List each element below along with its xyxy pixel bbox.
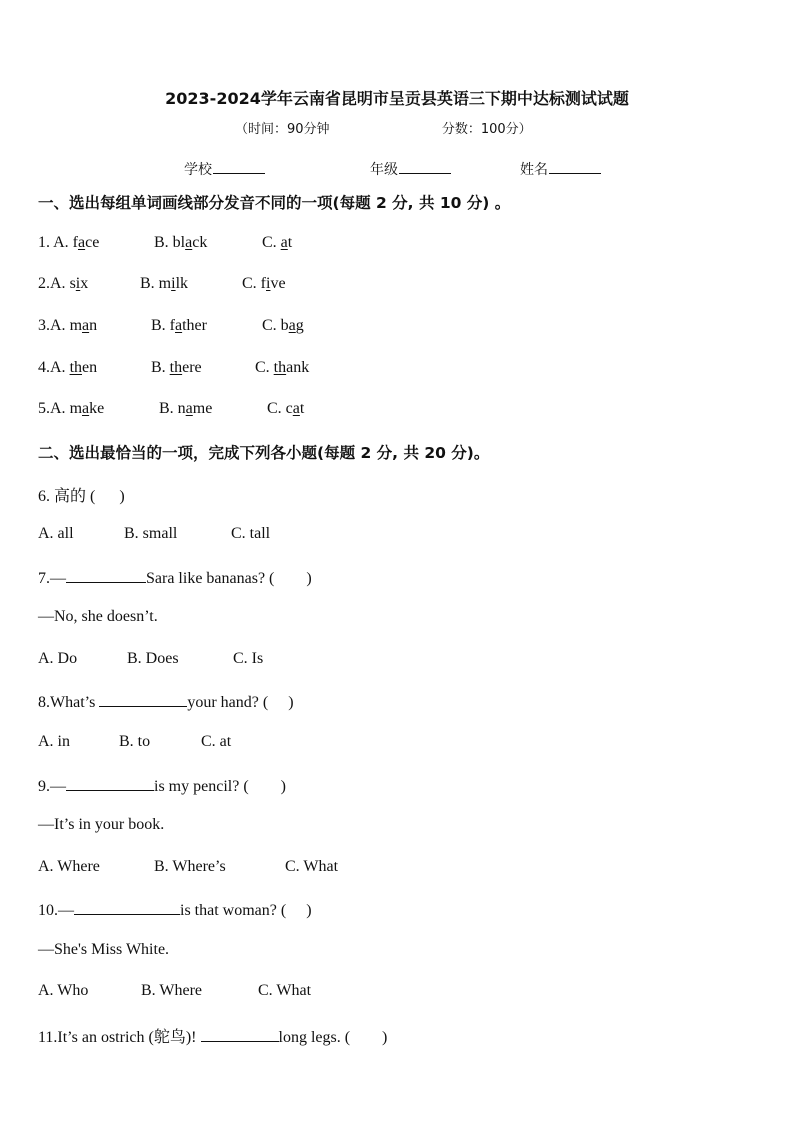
question-5-option-c: C. cat	[267, 400, 305, 417]
answer-blank[interactable]	[201, 1026, 279, 1042]
question-9-option-b: B. Where’s	[154, 858, 226, 875]
question-7-option-b: B. Does	[127, 650, 179, 667]
question-9-reply: —It’s in your book.	[38, 816, 165, 833]
question-10-option-b: B. Where	[141, 982, 203, 999]
question-11-stem: 11.It’s an ostrich (鸵鸟)! long legs. ( )	[38, 1024, 387, 1047]
question-8-stem: 8.What’s your hand? ( )	[38, 691, 294, 712]
question-2-option-c: C. five	[242, 275, 286, 292]
question-3-option-c: C. bag	[262, 317, 304, 334]
question-1-option-c: C. at	[262, 234, 293, 251]
score-label: 分数：100分）	[441, 122, 532, 137]
grade-blank[interactable]	[399, 159, 451, 174]
grade-field[interactable]	[370, 159, 451, 179]
question-7-stem: 7.— Sara like bananas? ( )	[38, 567, 312, 588]
answer-blank[interactable]	[99, 691, 187, 707]
answer-blank[interactable]	[66, 567, 146, 583]
exam-meta	[235, 118, 532, 137]
section-1-heading: 一、选出每组单词画线部分发音不同的一项(每题 2 分, 共 10 分) 。	[38, 194, 511, 212]
question-4-option-b: B. there	[151, 359, 202, 376]
time-label: （时间：90分钟	[235, 122, 330, 137]
question-10-stem: 10.— is that woman? ( )	[38, 899, 312, 920]
question-6-stem: 6. 高的 ( )	[38, 488, 125, 505]
question-8-option-b: B. to	[119, 733, 151, 750]
question-4-option-a: 4.A. then	[38, 359, 98, 376]
question-10-option-a: A. Who	[38, 982, 89, 999]
question-1-option-b: B. black	[154, 234, 208, 251]
question-10-reply: —She's Miss White.	[38, 941, 170, 958]
school-label: 学校	[184, 162, 212, 178]
question-9-option-c: C. What	[285, 858, 339, 875]
question-6-option-c: C. tall	[231, 525, 271, 542]
name-field[interactable]	[520, 159, 601, 179]
question-1-option-a: 1. A. face	[38, 234, 100, 251]
question-7-option-c: C. Is	[233, 650, 264, 667]
page-title: 2023-2024学年云南省昆明市呈贡县英语三下期中达标测试试题	[165, 89, 629, 108]
question-4-option-c: C. thank	[255, 359, 310, 376]
question-9-option-a: A. Where	[38, 858, 100, 875]
question-7-reply: —No, she doesn’t.	[38, 608, 158, 625]
question-5-option-a: 5.A. make	[38, 400, 105, 417]
name-label: 姓名	[520, 162, 548, 178]
question-3-option-b: B. father	[151, 317, 207, 334]
question-9-stem: 9.— is my pencil? ( )	[38, 775, 286, 796]
question-10-option-c: C. What	[258, 982, 312, 999]
question-3-option-a: 3.A. man	[38, 317, 98, 334]
section-2-heading: 二、选出最恰当的一项，完成下列各小题(每题 2 分, 共 20 分)。	[38, 444, 490, 462]
school-blank[interactable]	[213, 159, 265, 174]
question-7-option-a: A. Do	[38, 650, 78, 667]
question-8-option-a: A. in	[38, 733, 70, 750]
answer-blank[interactable]	[66, 775, 154, 791]
question-6-option-a: A. all	[38, 525, 74, 542]
question-5-option-b: B. name	[159, 400, 213, 417]
school-field[interactable]	[184, 159, 265, 179]
question-2-option-b: B. milk	[140, 275, 189, 292]
answer-blank[interactable]	[74, 899, 180, 915]
question-6-option-b: B. small	[124, 525, 178, 542]
question-2-option-a: 2.A. six	[38, 275, 89, 292]
name-blank[interactable]	[549, 159, 601, 174]
grade-label: 年级	[370, 162, 398, 178]
question-8-option-c: C. at	[201, 733, 232, 750]
